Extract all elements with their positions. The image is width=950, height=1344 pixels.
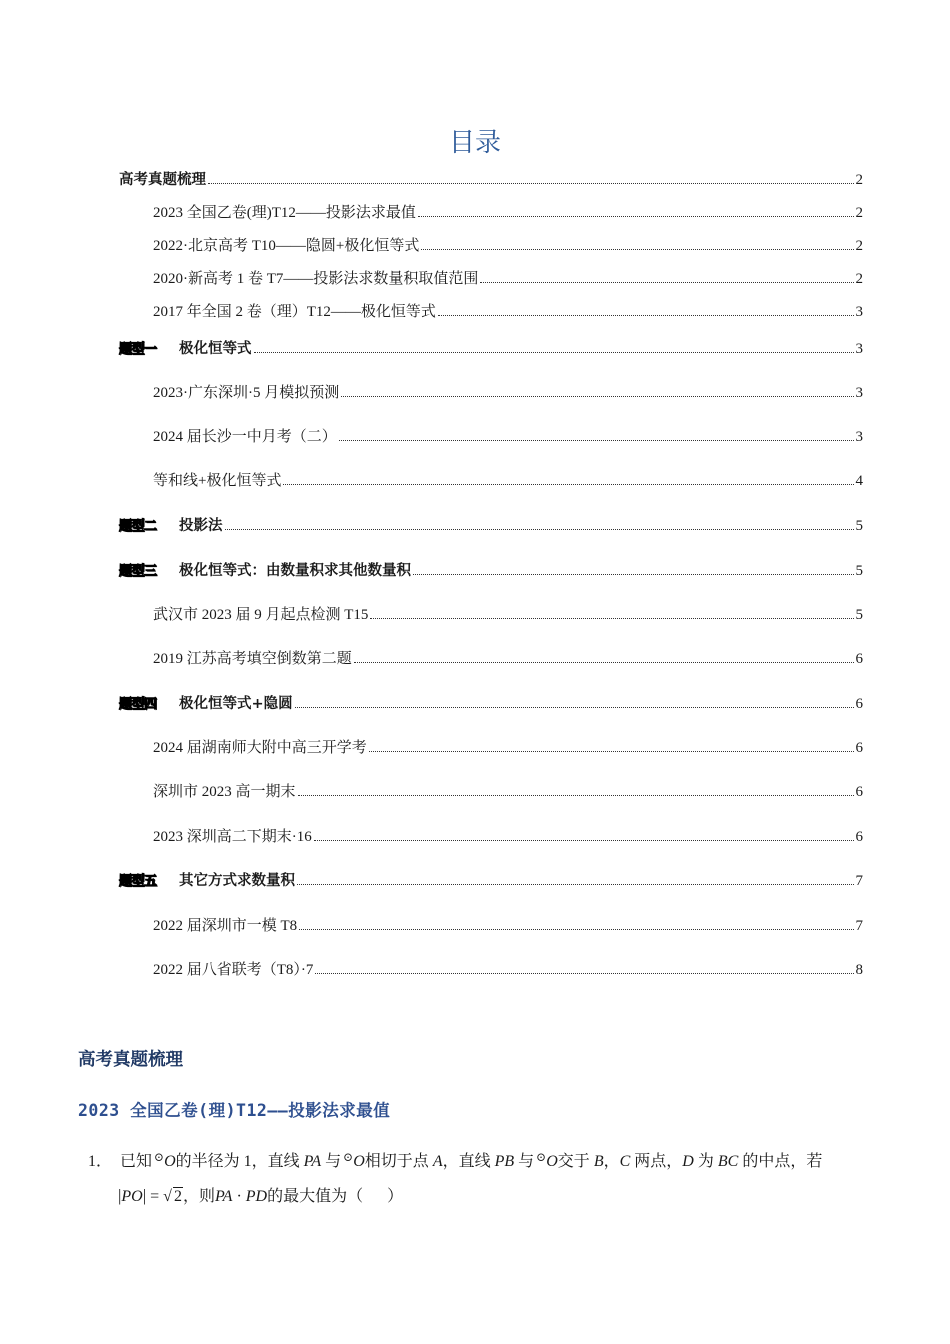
toc-page-number: 6 xyxy=(855,696,863,712)
var-o: O xyxy=(353,1153,365,1170)
dot-leader xyxy=(438,315,854,316)
abs-bar-icon: | xyxy=(142,1186,147,1205)
toc-entry[interactable] xyxy=(119,561,863,582)
dot-leader xyxy=(315,973,853,974)
var-bc: BC xyxy=(717,1153,739,1170)
toc-entry-label: 极化恒等式：由数量积求其他数量积 xyxy=(179,563,411,579)
toc-page-number: 6 xyxy=(855,651,863,667)
toc-entry-label: 2023 深圳高二下期末·16 xyxy=(153,829,312,845)
toc-entry-label: 2022 届深圳市一模 T8 xyxy=(153,918,298,934)
toc-entry-label: 2023 全国乙卷(理)T12——投影法求最值 xyxy=(153,205,416,221)
toc-entry-label: 其它方式求数量积 xyxy=(179,873,295,889)
question-type-badge: 题型五 xyxy=(119,874,157,889)
toc-page-number: 3 xyxy=(855,385,863,401)
problem-text: ） xyxy=(387,1188,404,1205)
dot-leader xyxy=(418,216,854,217)
problem-1 xyxy=(88,1140,863,1214)
dot-leader xyxy=(341,396,853,397)
toc-entry-label: 2024 届湖南师大附中高三开学考 xyxy=(153,740,367,756)
dot-leader xyxy=(298,795,854,796)
toc-entry-label: 高考真题梳理 xyxy=(119,172,206,188)
var-pd: PD xyxy=(245,1188,268,1205)
toc-page-number: 8 xyxy=(855,962,863,978)
problem-number: 1． xyxy=(88,1153,113,1170)
toc-entry[interactable] xyxy=(153,236,863,256)
abs-bar-icon: | xyxy=(118,1186,122,1205)
dot-operator: · xyxy=(232,1188,246,1205)
toc-entry[interactable] xyxy=(119,170,863,190)
problem-line-2 xyxy=(88,1179,863,1214)
var-a: A xyxy=(432,1153,443,1170)
dot-leader xyxy=(295,707,854,708)
dot-leader xyxy=(225,529,854,530)
toc-entry-label: 极化恒等式+隐圆 xyxy=(179,696,293,712)
toc-page-number: 5 xyxy=(855,607,863,623)
problem-text: 已知 xyxy=(120,1153,153,1170)
problem-text: 的中点，若 xyxy=(738,1153,823,1170)
equals-sign: = xyxy=(146,1188,164,1205)
problem-text: 相切于点 xyxy=(364,1153,433,1170)
toc-title: 目录 xyxy=(448,128,501,158)
toc-entry-label: 2023·广东深圳·5 月模拟预测 xyxy=(153,385,340,401)
question-type-badge: 题型一 xyxy=(119,342,157,357)
toc-entry-label: 2024 届长沙一中月考（二） xyxy=(153,429,337,445)
toc-page-number: 5 xyxy=(855,518,863,534)
toc-page-number: 2 xyxy=(855,205,863,221)
circle-symbol-icon: ⊙ xyxy=(154,1150,165,1164)
question-type-badge: 题型四 xyxy=(119,697,157,712)
toc-entry[interactable] xyxy=(119,694,863,715)
question-type-badge: 题型三 xyxy=(119,564,157,579)
dot-leader xyxy=(299,929,853,930)
toc-entry-label: 极化恒等式 xyxy=(179,341,252,357)
toc-entry-label: 投影法 xyxy=(179,518,223,534)
var-po: PO xyxy=(121,1188,143,1205)
toc-page-number: 3 xyxy=(855,341,863,357)
dot-leader xyxy=(421,249,853,250)
var-pb: PB xyxy=(494,1153,515,1170)
toc-entry[interactable] xyxy=(153,738,863,758)
var-o: O xyxy=(546,1153,558,1170)
toc-entry[interactable] xyxy=(153,782,863,802)
toc-entry[interactable] xyxy=(153,427,863,447)
problem-text: 的最大值为（ xyxy=(267,1188,364,1205)
problem-text: 与 xyxy=(514,1153,535,1170)
toc-entry-label: 等和线+极化恒等式 xyxy=(153,473,282,489)
problem-text: ，直线 xyxy=(442,1153,495,1170)
circle-symbol-icon: ⊙ xyxy=(343,1150,354,1164)
toc-entry-label: 2022 届八省联考（T8）·7 xyxy=(153,962,314,978)
toc-entry[interactable] xyxy=(153,302,863,322)
var-c: C xyxy=(619,1153,631,1170)
dot-leader xyxy=(354,662,854,663)
dot-leader xyxy=(314,840,854,841)
dot-leader xyxy=(369,751,854,752)
toc-entry[interactable] xyxy=(119,871,863,892)
toc-entry[interactable] xyxy=(153,269,863,289)
dot-leader xyxy=(297,884,854,885)
dot-leader xyxy=(254,352,854,353)
toc-entry-label: 武汉市 2023 届 9 月起点检测 T15 xyxy=(153,607,369,623)
toc-page-number: 7 xyxy=(855,873,863,889)
toc-entry-label: 2017 年全国 2 卷（理）T12——极化恒等式 xyxy=(153,304,436,320)
toc-entry[interactable] xyxy=(153,649,863,669)
sub-heading: 2023 全国乙卷(理)T12——投影法求最值 xyxy=(78,1101,391,1120)
toc-page-number: 6 xyxy=(855,740,863,756)
dot-leader xyxy=(208,183,854,184)
var-d: D xyxy=(682,1153,694,1170)
circle-symbol-icon: ⊙ xyxy=(536,1150,547,1164)
question-type-badge: 题型二 xyxy=(119,519,157,534)
toc-page-number: 6 xyxy=(855,784,863,800)
toc-page-number: 2 xyxy=(855,238,863,254)
toc-entry[interactable] xyxy=(153,383,863,403)
toc-page-number: 4 xyxy=(855,473,863,489)
var-pa: PA xyxy=(303,1153,322,1170)
dot-leader xyxy=(413,574,854,575)
toc-entry[interactable] xyxy=(153,605,863,625)
problem-text: 为 xyxy=(693,1153,718,1170)
toc-entry[interactable] xyxy=(119,516,863,537)
dot-leader xyxy=(370,618,853,619)
toc-entry-label: 2020·新高考 1 卷 T7——投影法求数量积取值范围 xyxy=(153,271,479,287)
problem-text: ， xyxy=(603,1153,620,1170)
problem-text: ，则 xyxy=(182,1188,215,1205)
toc-page-number: 2 xyxy=(855,271,863,287)
problem-text: 交于 xyxy=(557,1153,594,1170)
toc-entry-label: 深圳市 2023 高一期末 xyxy=(153,784,296,800)
toc-page-number: 5 xyxy=(855,563,863,579)
dot-leader xyxy=(339,440,854,441)
toc-page-number: 7 xyxy=(855,918,863,934)
toc-entry[interactable] xyxy=(153,960,863,980)
toc-page-number: 6 xyxy=(855,829,863,845)
dot-leader xyxy=(283,484,853,485)
toc-entry[interactable] xyxy=(119,339,863,360)
var-o: O xyxy=(164,1153,176,1170)
toc-entry[interactable] xyxy=(153,916,863,936)
var-b: B xyxy=(593,1153,604,1170)
toc-entry[interactable] xyxy=(153,203,863,223)
sqrt-icon: √ xyxy=(163,1188,172,1205)
toc-entry[interactable] xyxy=(153,827,863,847)
problem-text: 两点， xyxy=(630,1153,683,1170)
var-pa: PA xyxy=(214,1188,233,1205)
answer-blank xyxy=(363,1188,387,1205)
toc-page-number: 3 xyxy=(855,304,863,320)
toc-page-number: 2 xyxy=(855,172,863,188)
toc-entry-label: 2022·北京高考 T10——隐圆+极化恒等式 xyxy=(153,238,420,254)
problem-text: 的半径为 1，直线 xyxy=(175,1153,304,1170)
section-heading: 高考真题梳理 xyxy=(78,1050,183,1070)
problem-line-1 xyxy=(88,1140,863,1179)
sqrt-value: 2 xyxy=(173,1188,182,1205)
toc-entry[interactable] xyxy=(153,471,863,491)
problem-text: 与 xyxy=(321,1153,342,1170)
toc-page-number: 3 xyxy=(855,429,863,445)
toc-entry-label: 2019 江苏高考填空倒数第二题 xyxy=(153,651,352,667)
dot-leader xyxy=(480,282,853,283)
